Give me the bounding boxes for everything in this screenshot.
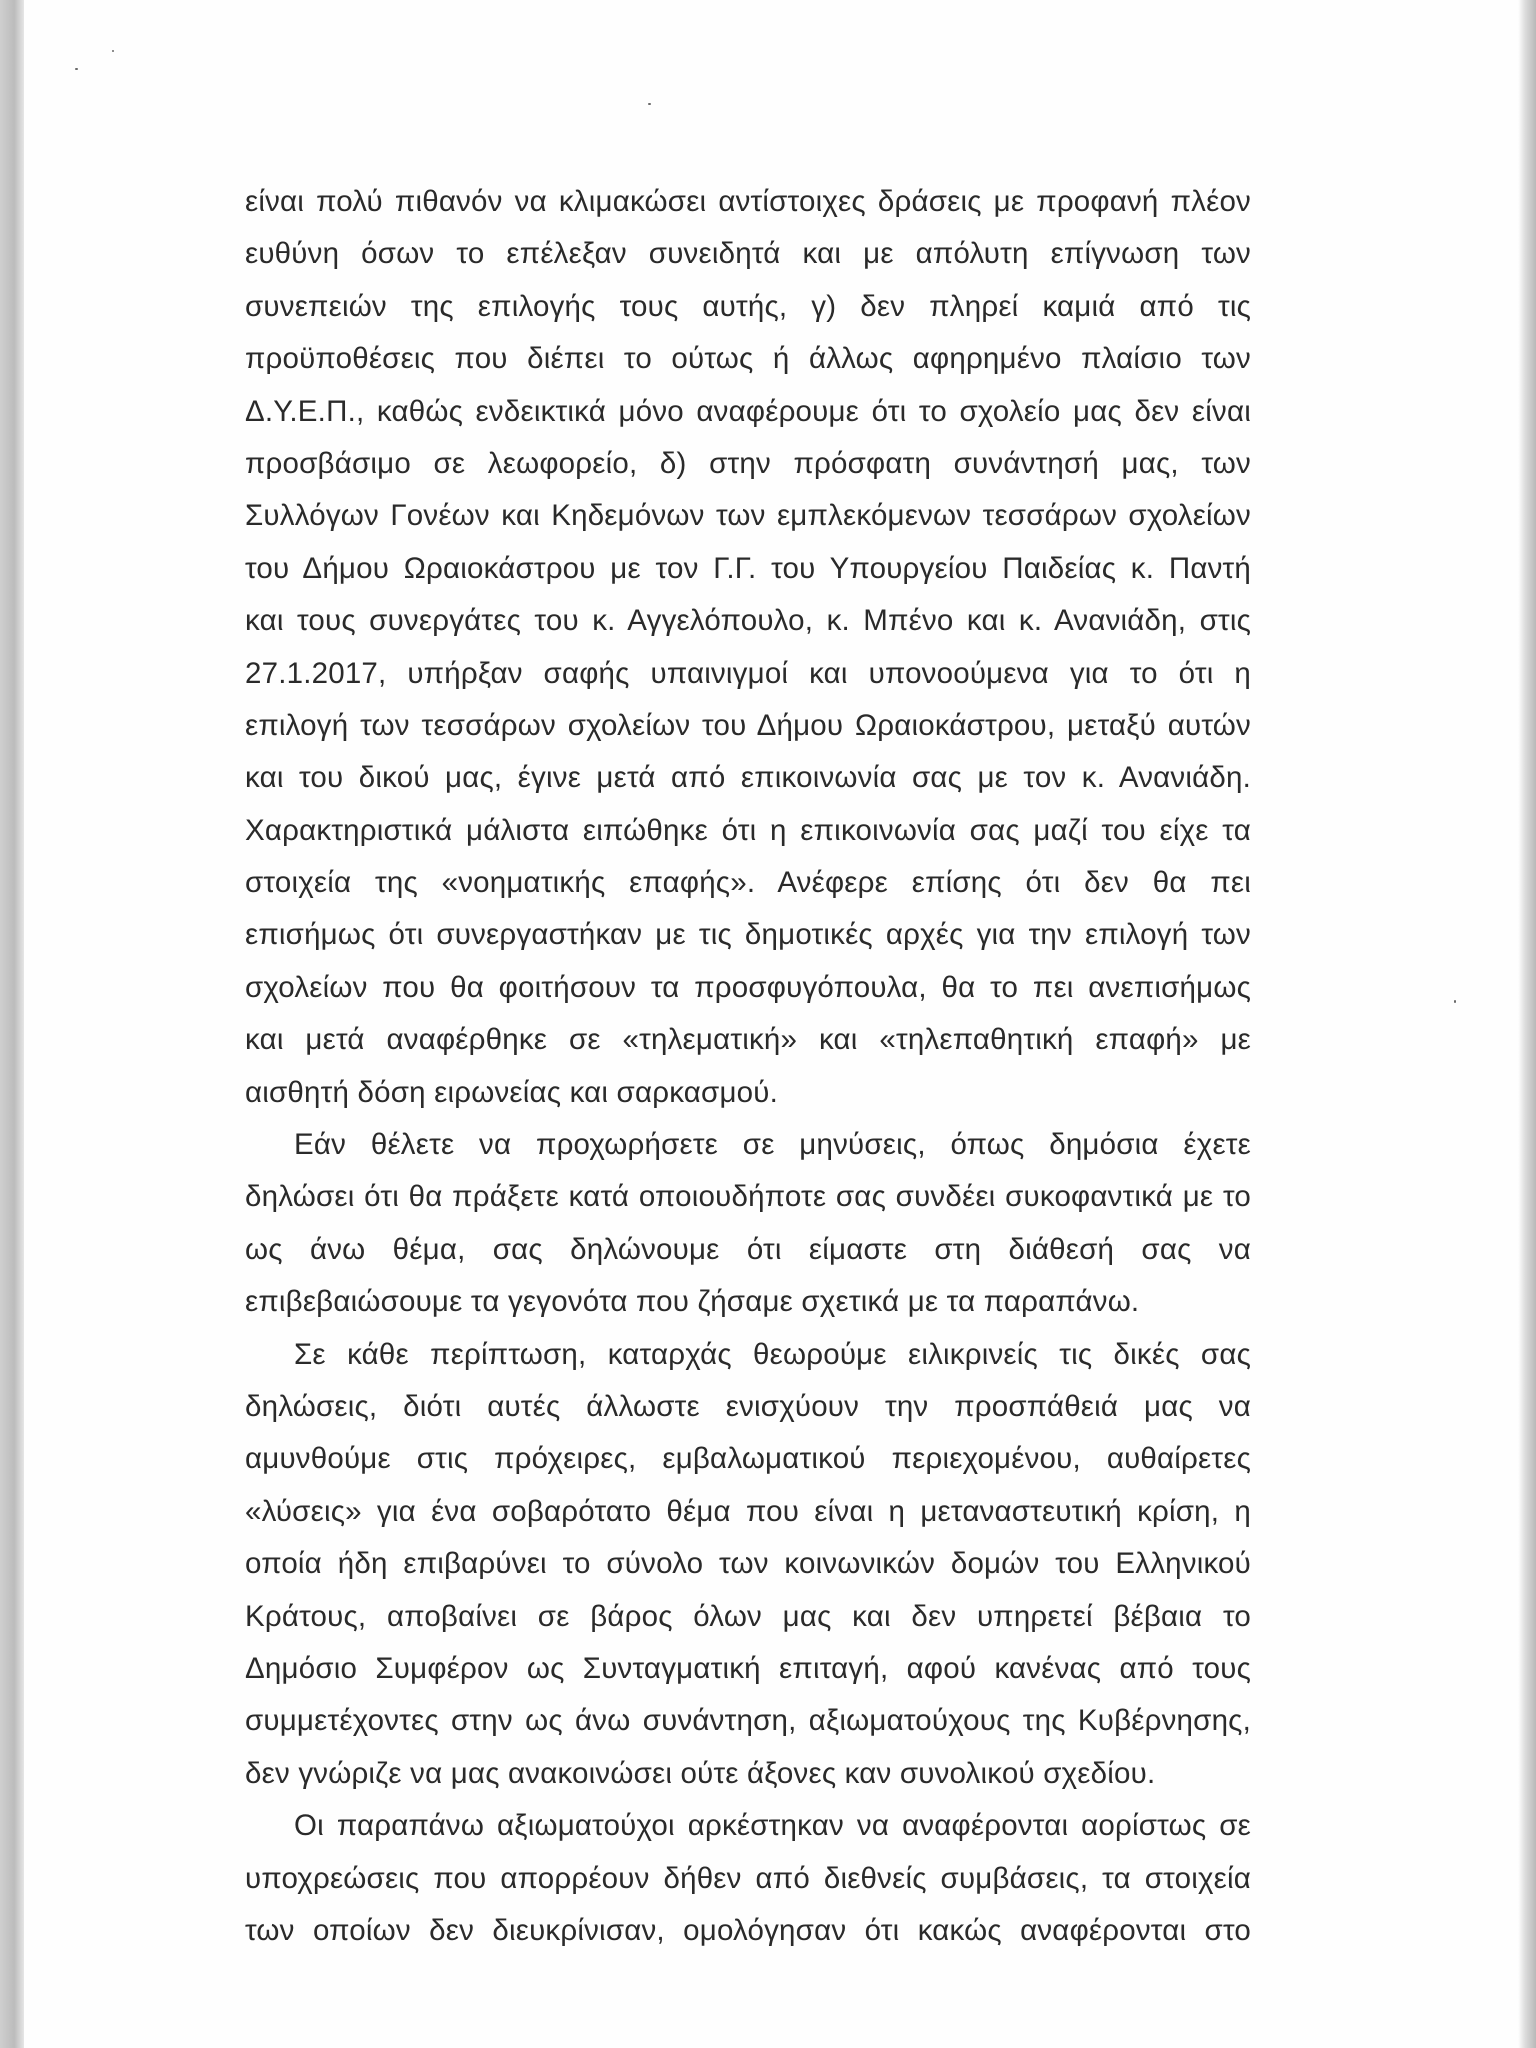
text-line: Δημόσιο Συμφέρον ως Συνταγματική επιταγή, αφού κανένας από τους — [245, 1651, 1251, 1685]
document-body — [245, 176, 1251, 1957]
text-line: και τους συνεργάτες του κ. Αγγελόπουλο, κ. Μπένο και κ. Ανανιάδη, στις — [245, 604, 1251, 638]
text-line: επιβεβαιώσουμε τα γεγονότα που ζήσαμε σχετικά με τα παραπάνω. — [245, 1285, 1140, 1319]
text-line: Κράτους, αποβαίνει σε βάρος όλων μας και δεν υπηρετεί βέβαια το — [245, 1599, 1251, 1633]
text-line: είναι πολύ πιθανόν να κλιμακώσει αντίστοιχες δράσεις με προφανή πλέον — [245, 185, 1251, 218]
paragraph-1 — [245, 176, 1251, 1119]
scan-speck — [75, 68, 78, 70]
text-line: δηλώσει ότι θα πράξετε κατά οποιουδήποτε σας συνδέει συκοφαντικά με το — [245, 1180, 1251, 1214]
text-line: 27.1.2017, υπήρξαν σαφής υπαινιγμοί και υπονοούμενα για το ότι η — [245, 656, 1251, 690]
text-line: Οι παραπάνω αξιωματούχοι αρκέστηκαν να αναφέρονται αορίστως σε — [294, 1809, 1251, 1843]
left-page-edge-shadow — [0, 0, 24, 2048]
scan-speck — [1454, 1000, 1456, 1003]
paragraph-2 — [245, 1119, 1251, 1329]
text-line: ως άνω θέμα, σας δηλώνουμε ότι είμαστε στη διάθεσή σας να — [245, 1232, 1251, 1266]
text-line: Χαρακτηριστικά μάλιστα ειπώθηκε ότι η επικοινωνία σας μαζί του είχε τα — [245, 813, 1251, 847]
text-line: Σε κάθε περίπτωση, καταρχάς θεωρούμε ειλικρινείς τις δικές σας — [294, 1337, 1251, 1371]
text-line: προϋποθέσεις που διέπει το ούτως ή άλλως αφηρημένο πλαίσιο των — [245, 342, 1251, 376]
text-line: και μετά αναφέρθηκε σε «τηλεματική» και «τηλεπαθητική επαφή» με — [245, 1023, 1251, 1057]
text-line: συνεπειών της επιλογής τους αυτής, γ) δεν πληρεί καμιά από τις — [245, 289, 1251, 323]
text-line: δεν γνώριζε να μας ανακοινώσει ούτε άξονες καν συνολικού σχεδίου. — [245, 1756, 1156, 1790]
text-line: των οποίων δεν διευκρίνισαν, ομολόγησαν ότι κακώς αναφέρονται στο — [245, 1913, 1251, 1947]
text-line: προσβάσιμο σε λεωφορείο, δ) στην πρόσφατη συνάντησή μας, των — [245, 446, 1251, 480]
scan-speck — [112, 50, 114, 52]
paragraph-3 — [245, 1329, 1251, 1801]
text-line: «λύσεις» για ένα σοβαρότατο θέμα που είναι η μεταναστευτική κρίση, η — [245, 1494, 1251, 1528]
text-line: Δ.Υ.Ε.Π., καθώς ενδεικτικά μόνο αναφέρουμε ότι το σχολείο μας δεν είναι — [245, 394, 1251, 428]
text-line: σχολείων που θα φοιτήσουν τα προσφυγόπουλα, θα το πει ανεπισήμως — [245, 970, 1251, 1004]
text-line: αμυνθούμε στις πρόχειρες, εμβαλωματικού περιεχομένου, αυθαίρετες — [245, 1442, 1251, 1476]
text-line: οποία ήδη επιβαρύνει το σύνολο των κοινωνικών δομών του Ελληνικού — [245, 1547, 1251, 1581]
right-page-edge-shadow — [1518, 0, 1536, 2048]
paragraph-4 — [245, 1800, 1251, 1957]
text-line: στοιχεία της «νοηματικής επαφής». Ανέφερε επίσης ότι δεν θα πει — [245, 866, 1251, 900]
text-line: επισήμως ότι συνεργαστήκαν με τις δημοτικές αρχές για την επιλογή των — [245, 918, 1251, 952]
text-line: δηλώσεις, διότι αυτές άλλωστε ενισχύουν την προσπάθειά μας να — [245, 1389, 1251, 1423]
text-line: Εάν θέλετε να προχωρήσετε σε μηνύσεις, όπως δημόσια έχετε — [294, 1128, 1251, 1162]
text-line: Συλλόγων Γονέων και Κηδεμόνων των εμπλεκόμενων τεσσάρων σχολείων — [245, 499, 1251, 533]
text-line: και του δικού μας, έγινε μετά από επικοινωνία σας με τον κ. Ανανιάδη. — [245, 761, 1251, 795]
scan-speck — [648, 103, 651, 105]
text-line: αισθητή δόση ειρωνείας και σαρκασμού. — [245, 1075, 778, 1109]
text-line: επιλογή των τεσσάρων σχολείων του Δήμου Ωραιοκάστρου, μεταξύ αυτών — [245, 708, 1251, 742]
text-line: ευθύνη όσων το επέλεξαν συνειδητά και με απόλυτη επίγνωση των — [245, 237, 1251, 271]
text-line: συμμετέχοντες στην ως άνω συνάντηση, αξιωματούχους της Κυβέρνησης, — [245, 1704, 1251, 1738]
text-line: υποχρεώσεις που απορρέουν δήθεν από διεθνείς συμβάσεις, τα στοιχεία — [245, 1861, 1251, 1895]
text-line: του Δήμου Ωραιοκάστρου με τον Γ.Γ. του Υπουργείου Παιδείας κ. Παντή — [245, 551, 1251, 585]
